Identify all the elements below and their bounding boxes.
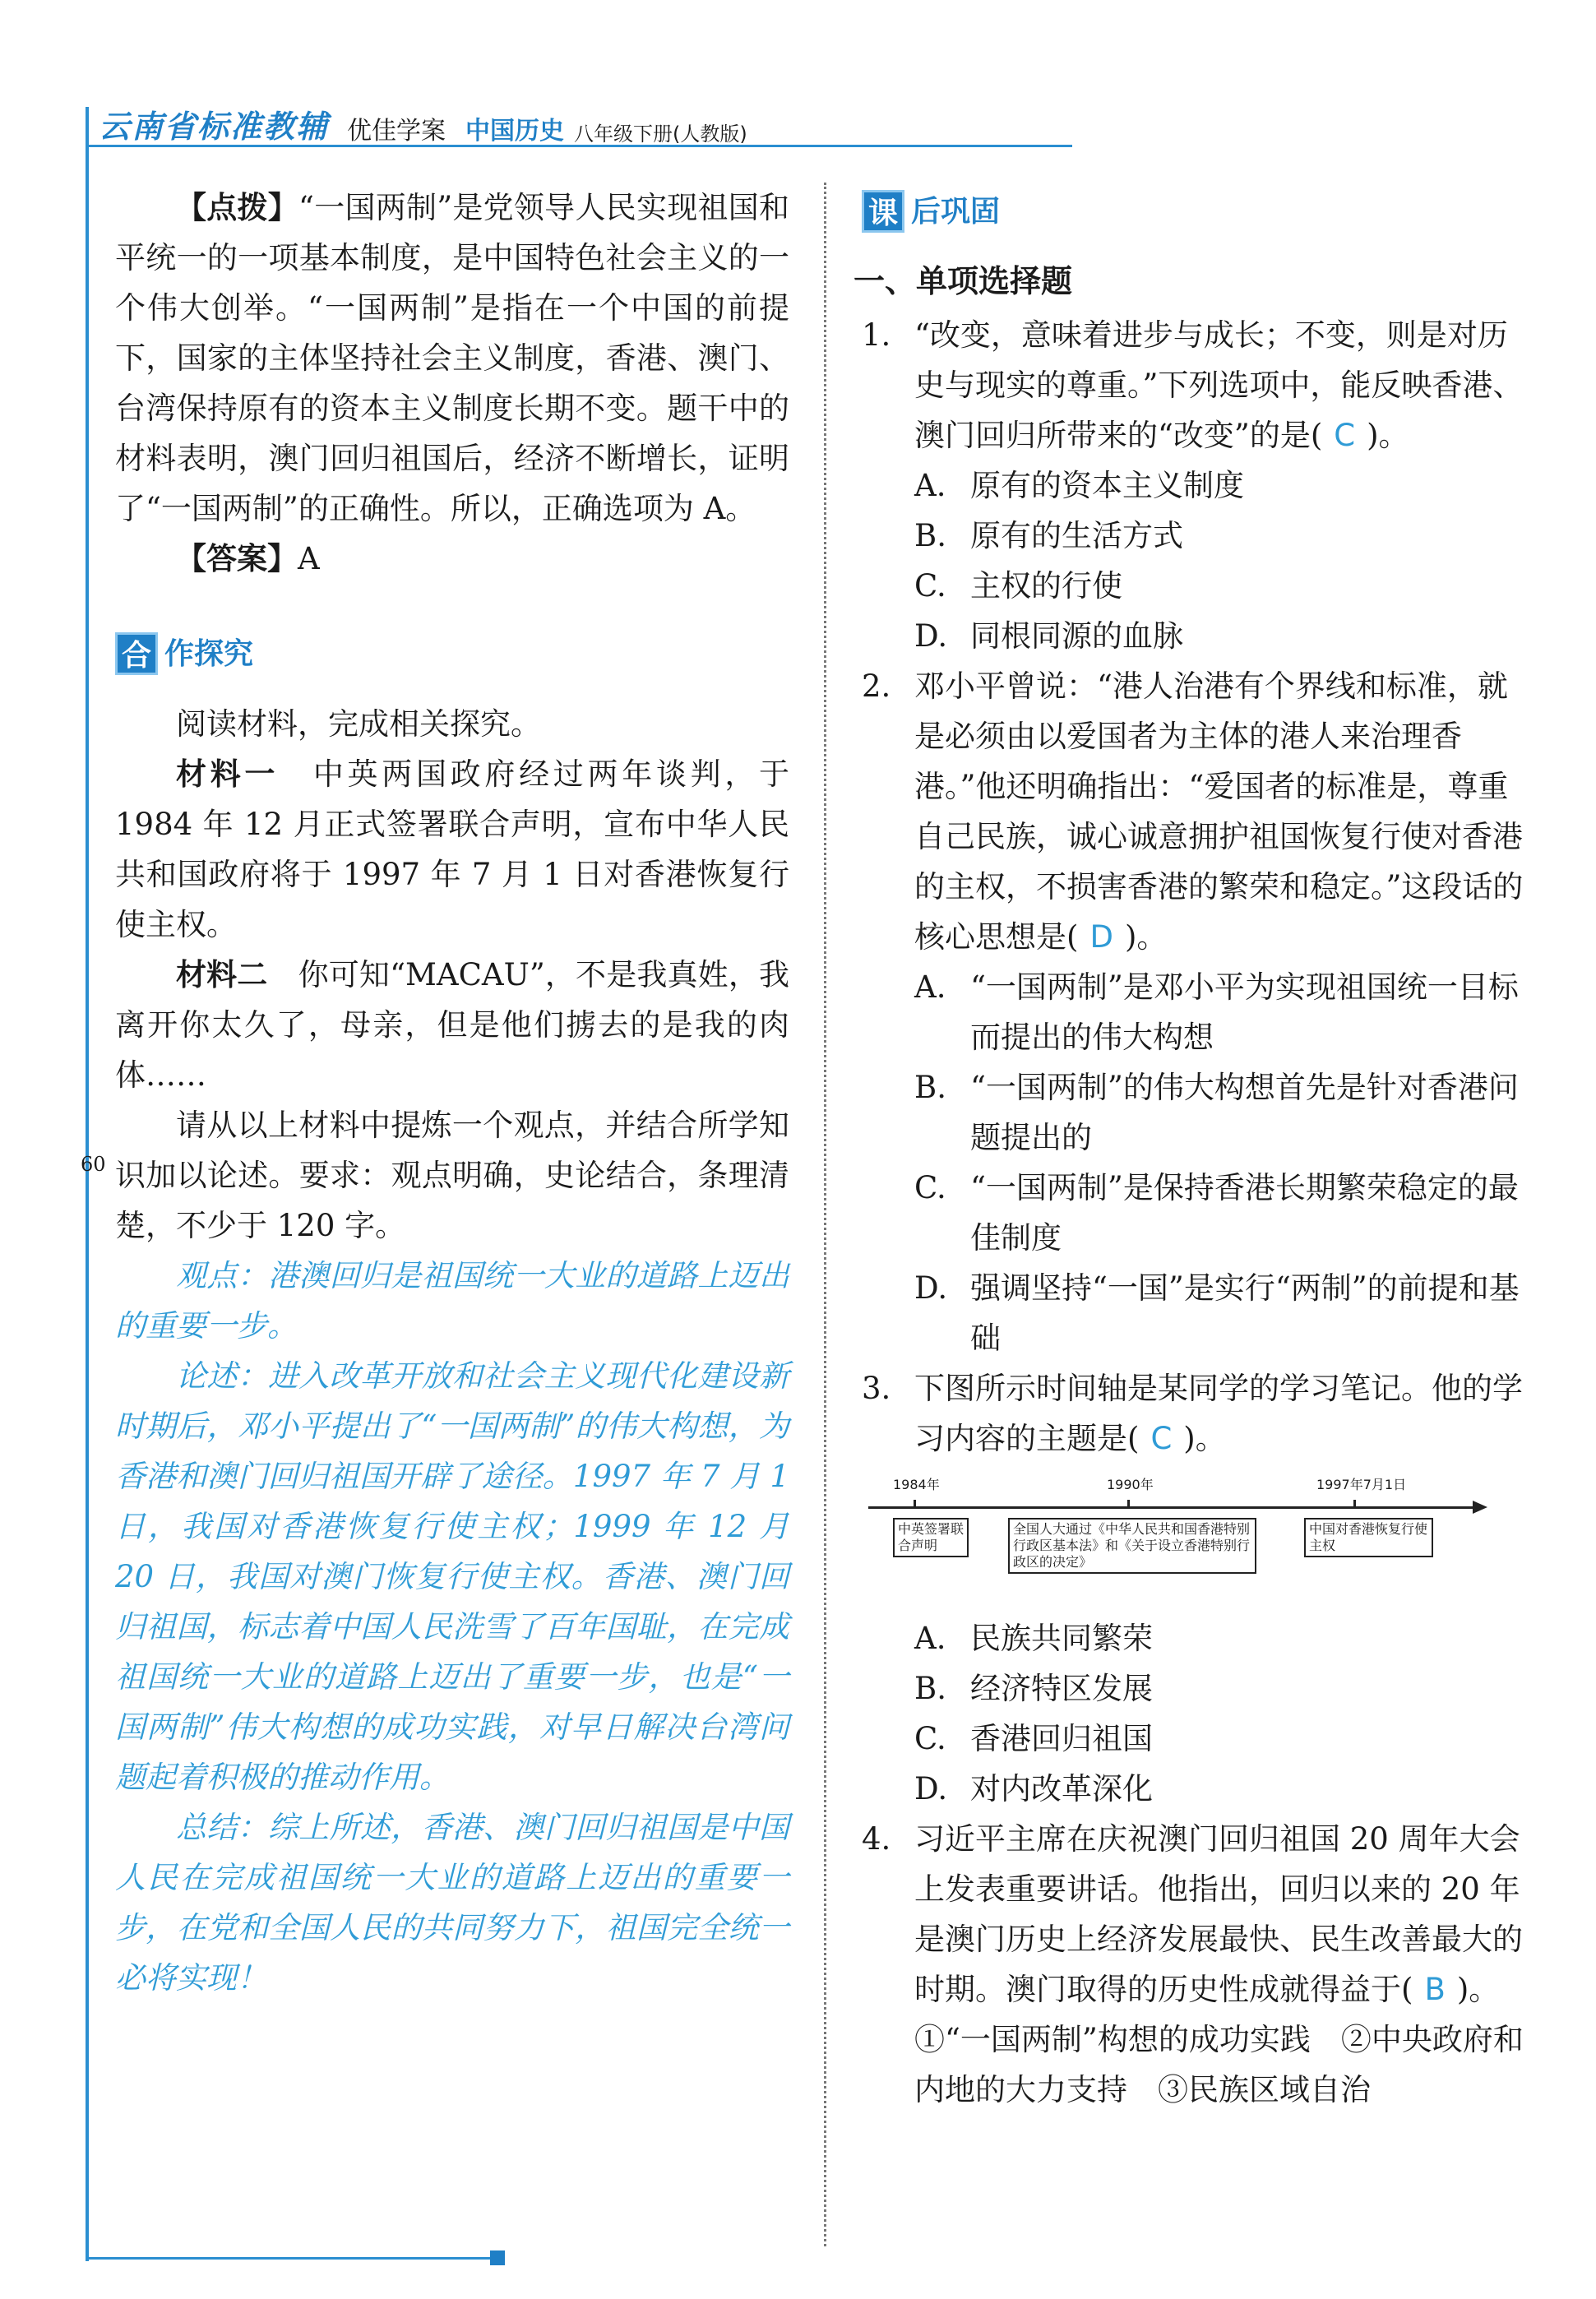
timeline-tick (1353, 1500, 1356, 1508)
timeline-tick (1127, 1500, 1130, 1508)
question-stem (914, 661, 1528, 962)
bottom-border-line (86, 2257, 497, 2260)
option-text: “一国两制”的伟大构想首先是针对香港问题提出的 (970, 1070, 1519, 1155)
header-grade: 八年级下册(人教版) (574, 123, 747, 146)
option-letter: B. (914, 1671, 946, 1706)
arrow-right-icon (1473, 1501, 1487, 1514)
material-one-text: 中英两国政府经过两年谈判，于 1984 年 12 月正式签署联合声明，宣布中华人民共和国政府将于 1997 年 7 月 1 日对香港恢复行使主权。 (115, 756, 790, 942)
section-title-cooperate: 作探究 (164, 636, 254, 671)
timeline-date: 1997年7月1日 (1316, 1477, 1407, 1492)
tip-paragraph (115, 183, 789, 534)
option (862, 511, 1528, 561)
tip-text: “一国两制”是党领导人民实现祖国和平统一的一项基本制度，是中国特色社会主义的一个伟大创举。“一国两制”是指在一个中国的前提下，国家的主体坚持社会主义制度，香港、澳门、台湾保持原有的资本主义制度长期不变。题干中的材料表明，澳门回归祖国后，经济不断增长，证明了“一国两制”的正确性。所以，正确选项为 A。 (115, 190, 789, 526)
page-header (99, 97, 747, 146)
option-text: “一国两制”是邓小平为实现祖国统一目标而提出的伟大构想 (970, 969, 1519, 1055)
section-badge-review: 课 (862, 190, 904, 233)
option-text: 强调坚持“一国”是实行“两制”的前提和基础 (970, 1270, 1520, 1356)
section-title-review: 后巩固 (911, 194, 1001, 229)
option-letter: D. (914, 1771, 948, 1806)
timeline-date: 1984年 (893, 1477, 940, 1492)
column-divider (824, 183, 826, 2246)
question-3 (862, 1363, 1528, 1464)
option-letter: B. (914, 1070, 946, 1105)
material-one (115, 749, 789, 950)
stem-text: 习近平主席在庆祝澳门回归祖国 20 周年大会上发表重要讲话。他指出，回归以来的 20 年是澳门历史上经济发展最快、民生改善最大的时期。澳门取得的历史性成就得益于( (914, 1821, 1523, 2007)
option (862, 1714, 1528, 1764)
header-series: 优佳学案 (347, 117, 446, 146)
question-number: 2. (862, 668, 891, 704)
timeline-date: 1990年 (1107, 1477, 1154, 1492)
option (862, 1764, 1528, 1814)
option-letter: C. (914, 568, 946, 604)
page-number: 60 (81, 1153, 106, 1176)
timeline-tick (914, 1500, 916, 1508)
question-number: 3. (862, 1371, 891, 1406)
question-number: 4. (862, 1821, 891, 1857)
question-stem (914, 1363, 1528, 1464)
option (862, 1163, 1528, 1263)
timeline-event-box: 中英签署联合声明 (893, 1518, 969, 1557)
question-stem (914, 310, 1528, 460)
option-letter: C. (914, 1170, 946, 1205)
option-letter: D. (914, 618, 948, 654)
option-letter: A. (914, 969, 946, 1005)
timeline-event-box: 全国人大通过《中华人民共和国香港特别行政区基本法》和《关于设立香港特别行政区的决定》 (1008, 1518, 1256, 1574)
right-column (854, 183, 1528, 2115)
answer-mark: C (1334, 418, 1356, 453)
answer-mark: B (1424, 1972, 1446, 2007)
stem-end: )。 (1183, 1421, 1226, 1456)
stem-text: “改变，意味着进步与成长；不变，则是对历史与现实的尊重。”下列选项中，能反映香港、澳门回归所带来的“改变”的是( (914, 317, 1524, 453)
section-heading-review (862, 183, 1528, 240)
header-subject: 中国历史 (465, 117, 565, 146)
question-stem (914, 1814, 1528, 2015)
stem-text: 邓小平曾说：“港人治港有个界线和标准，就是必须由以爱国者为主体的港人来治理香港。”他还明确指出：“爱国者的标准是，尊重自己民族，诚心诚意拥护祖国恢复行使对香港的主权，不损害香港的繁荣和稳定。”这段话的核心思想是( (914, 668, 1524, 955)
stem-end: )。 (1367, 418, 1409, 453)
material-one-label: 材料一 (176, 756, 280, 792)
option-text: “一国两制”是保持香港长期繁荣稳定的最佳制度 (970, 1170, 1519, 1256)
timeline-diagram (868, 1475, 1485, 1607)
timeline-event-box: 中国对香港恢复行使主权 (1304, 1518, 1433, 1557)
option (862, 1062, 1528, 1163)
section-badge-cooperate: 合 (115, 632, 158, 675)
tip-label: 【点拨】 (176, 190, 299, 225)
option-letter: B. (914, 518, 946, 553)
answer-viewpoint: 观点：港澳回归是祖国统一大业的道路上迈出的重要一步。 (115, 1258, 789, 1344)
option-letter: A. (914, 1621, 946, 1656)
option-text: 原有的资本主义制度 (970, 468, 1244, 503)
option-text: 同根同源的血脉 (970, 618, 1183, 654)
answer-summary: 总结：综上所述，香港、澳门回归祖国是中国人民在完成祖国统一大业的道路上迈出的重要一步，在党和全国人民的共同努力下，祖国完全统一必将实现！ (115, 1810, 789, 1996)
option (862, 962, 1528, 1062)
stem-end: )。 (1456, 1972, 1500, 2007)
option-text: 经济特区发展 (970, 1671, 1153, 1706)
option (862, 460, 1528, 511)
answer-mark: C (1150, 1421, 1173, 1456)
material-two (115, 950, 789, 1100)
option (862, 611, 1528, 661)
material-two-text: 你可知“MACAU”，不是我真姓，我离开你太久了，母亲，但是他们掳去的是我的肉体…… (115, 957, 789, 1093)
question-number: 1. (862, 317, 891, 353)
option (862, 1613, 1528, 1663)
left-column (115, 183, 789, 2003)
answer-line (115, 534, 789, 584)
items-text: ①“一国两制”构想的成功实践 ②中央政府和内地的大力支持 ③民族区域自治 (914, 2022, 1524, 2107)
section-heading-cooperate (115, 625, 789, 682)
option-text: 民族共同繁荣 (970, 1621, 1153, 1656)
option (862, 1263, 1528, 1363)
intro-text: 阅读材料，完成相关探究。 (176, 706, 541, 742)
option (862, 561, 1528, 611)
option (862, 1663, 1528, 1714)
stem-end: )。 (1124, 919, 1168, 955)
answer-label: 【答案】 (176, 541, 298, 576)
timeline-axis (868, 1506, 1477, 1509)
subheading-choice: 一、单项选择题 (854, 263, 1073, 299)
option-text: 主权的行使 (970, 568, 1122, 604)
answer-argument: 论述：进入改革开放和社会主义现代化建设新时期后，邓小平提出了“一国两制”的伟大构想，为香港和澳门回归祖国开辟了途径。1997 年 7 月 1 日，我国对香港恢复行使主权；1999 年 12 月 20 日，我国对澳门恢复行使主权。香港、澳门回归祖国，标志着中国人民洗雪了百年国耻，在完成祖国统一大业的道路上迈出了重要一步，也是“一国两制”伟大构想的成功实践，对早日解决台湾问题起着积极的推动作用。 (115, 1358, 789, 1795)
question-2 (862, 661, 1528, 962)
stem-text: 下图所示时间轴是某同学的学习笔记。他的学习内容的主题是( (914, 1371, 1523, 1456)
task-text: 请从以上材料中提炼一个观点，并结合所学知识加以论述。要求：观点明确，史论结合，条理清楚，不少于 120 字。 (115, 1108, 789, 1243)
option-letter: C. (914, 1721, 946, 1756)
answer-value: A (298, 541, 320, 576)
option-letter: A. (914, 468, 946, 503)
answer-mark: D (1089, 919, 1113, 955)
corner-square-icon (490, 2250, 505, 2265)
option-letter: D. (914, 1270, 948, 1306)
question-1 (862, 310, 1528, 460)
left-border-line (86, 107, 89, 2261)
option-text: 香港回归祖国 (970, 1721, 1153, 1756)
material-two-label: 材料二 (176, 957, 268, 992)
option-text: 原有的生活方式 (970, 518, 1183, 553)
question-4-items (862, 2015, 1528, 2115)
option-text: 对内改革深化 (970, 1771, 1153, 1806)
header-brand: 云南省标准教辅 (99, 108, 330, 145)
question-4 (862, 1814, 1528, 2015)
